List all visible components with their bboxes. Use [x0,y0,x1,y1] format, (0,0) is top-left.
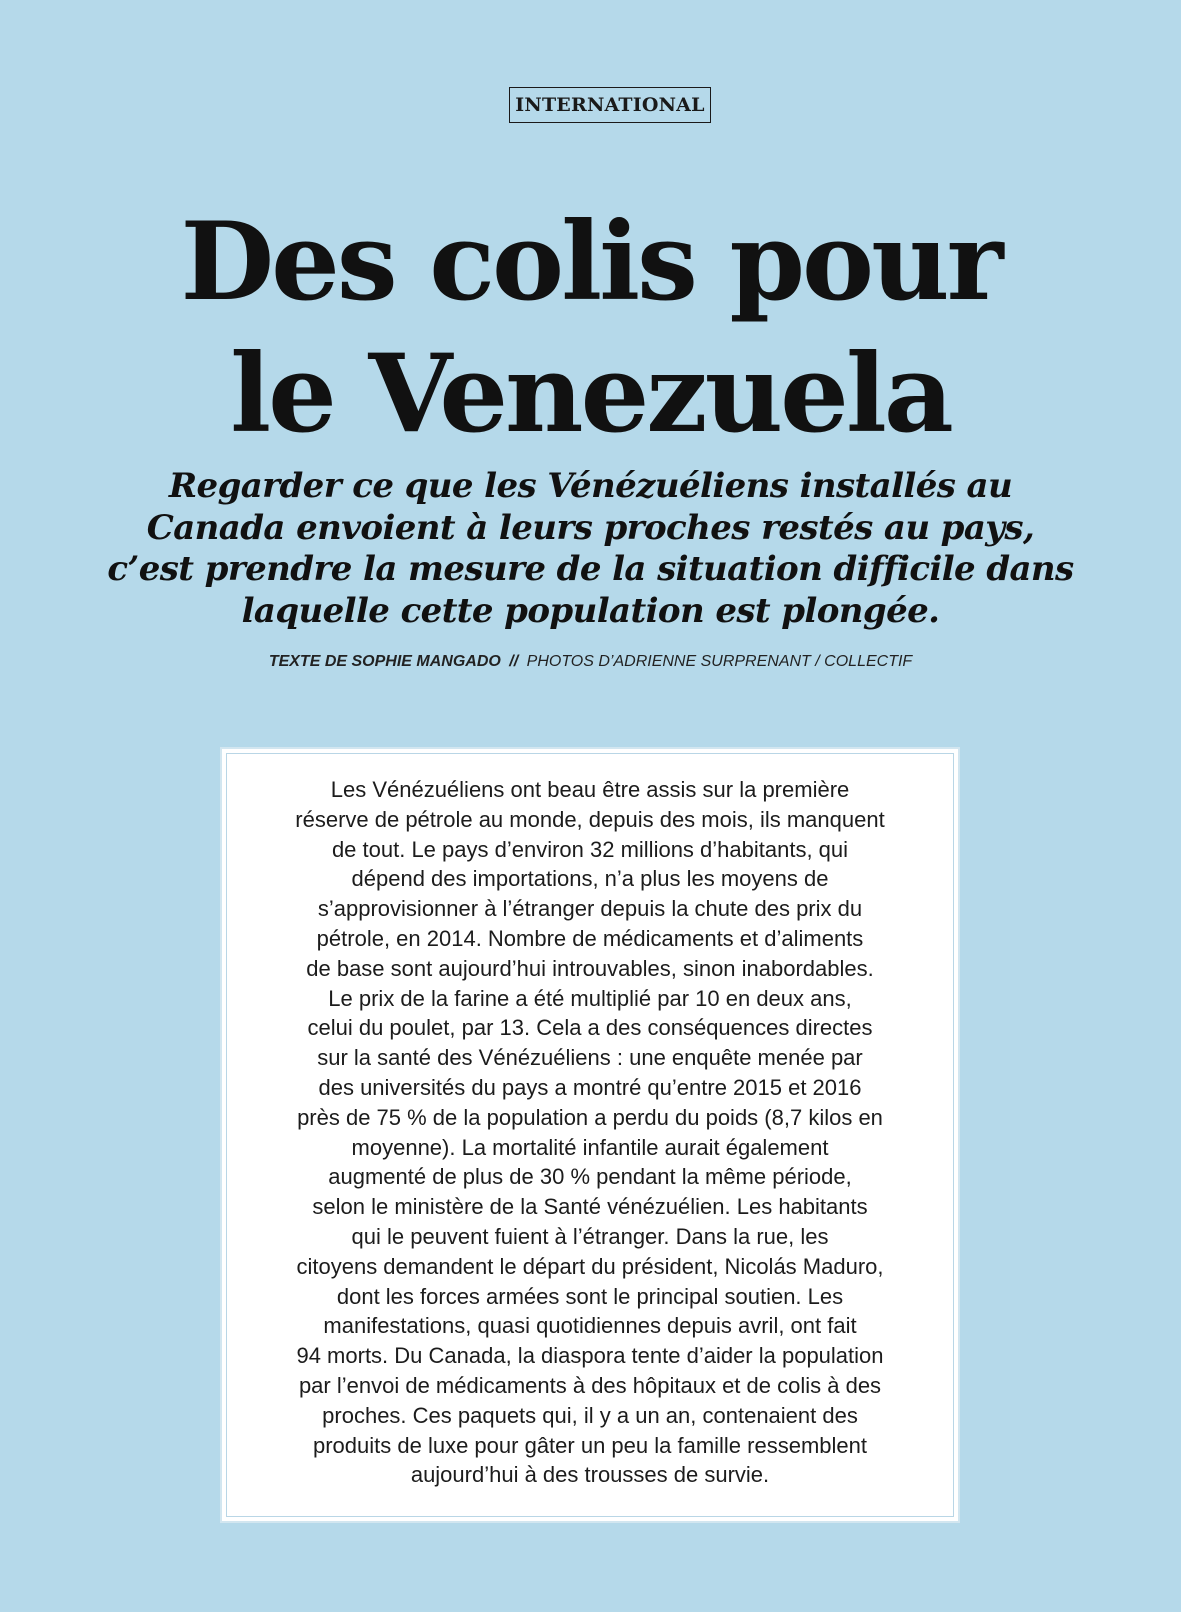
intro-line: dont les forces armées sont le principal soutien. Les [336,1283,844,1309]
intro-line: de tout. Le pays d’environ 32 millions d’habitants, qui [331,836,849,862]
intro-line: proches. Ces paquets qui, il y a un an, contenaient des [322,1402,858,1428]
intro-text [250,775,930,1490]
intro-line: près de 75 % de la population a perdu du poids (8,7 kilos en [297,1104,883,1130]
intro-line: aujourd’hui à des trousses de survie. [410,1462,770,1488]
intro-line: s’approvisionner à l’étranger depuis la chute des prix du [317,896,863,922]
intro-line: moyenne). La mortalité infantile aurait également [351,1134,829,1160]
intro-line: augmenté de plus de 30 % pendant la même période, [328,1164,852,1190]
intro-line: réserve de pétrole au monde, depuis des mois, ils manquent [295,806,885,832]
intro-line: de base sont aujourd’hui introuvables, sinon inabordables. [306,955,874,981]
standfirst-line: laquelle cette population est plongée. [241,590,940,631]
byline [0,653,1181,671]
standfirst-line: Canada envoient à leurs proches restés au pays, [146,507,1035,548]
intro-line: Les Vénézuéliens ont beau être assis sur la première [330,777,850,802]
standfirst [60,466,1121,632]
intro-line: selon le ministère de la Santé vénézuélien. Les habitants [312,1194,868,1220]
intro-line: Le prix de la farine a été multiplié par 10 en deux ans, [328,985,852,1011]
intro-line: produits de luxe pour gâter un peu la famille ressemblent [313,1432,867,1458]
intro-line: des universités du pays a montré qu’entre 2015 et 2016 [318,1074,862,1100]
headline-line: le Venezuela [230,331,951,457]
intro-line: 94 morts. Du Canada, la diaspora tente d’aider la population [296,1343,884,1369]
headline [0,196,1181,460]
intro-line: citoyens demandent le départ du président, Nicolás Maduro, [296,1253,884,1279]
intro-line: celui du poulet, par 13. Cela a des conséquences directes [307,1015,873,1041]
byline-author: TEXTE DE SOPHIE MANGADO [268,653,501,670]
standfirst-line: Regarder ce que les Vénézuéliens installés au [168,466,1013,506]
standfirst-line: c’est prendre la mesure de la situation difficile dans [107,549,1074,589]
intro-line: manifestations, quasi quotidiennes depuis avril, ont fait [323,1313,857,1339]
intro-line: pétrole, en 2014. Nombre de médicaments et d’aliments [316,925,864,951]
intro-line: dépend des importations, n’a plus les moyens de [351,866,829,892]
intro-line: sur la santé des Vénézuéliens : une enquête menée par [317,1045,863,1071]
intro-line: qui le peuvent fuient à l’étranger. Dans la rue, les [351,1223,829,1249]
intro-line: par l’envoi de médicaments à des hôpitaux et de colis à des [298,1372,882,1398]
byline-separator: // [509,653,519,670]
headline-line: Des colis pour [180,199,1001,325]
section-label: INTERNATIONAL [509,87,711,123]
byline-photos: PHOTOS D’ADRIENNE SURPRENANT / COLLECTIF [526,653,913,670]
